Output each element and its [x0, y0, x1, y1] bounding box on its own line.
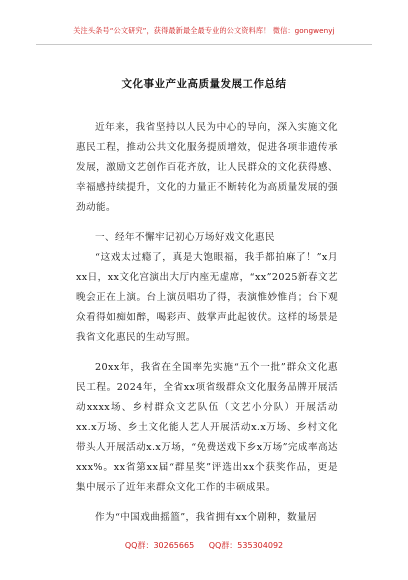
footer-contacts	[0, 540, 408, 551]
header-divider	[36, 44, 372, 45]
section-heading-1: 一、经年不懈牢记初心万场好戏文化惠民	[95, 232, 275, 243]
paragraph-4: 作为“中国戏曲摇篮”，我省拥有xx个剧种，数量居	[95, 512, 318, 523]
footer-qq-group-1: QQ群：30265665	[124, 541, 195, 550]
page-title: 文化事业产业高质量发展工作总结	[121, 78, 287, 90]
footer-qq-group-2: QQ群：535304092	[208, 541, 284, 550]
paragraph-2: “这戏太过瘾了，真是大饱眼福，我手都拍麻了！”x月xx日，xx文化宫演出大厅内座无虚席，“xx”2025新春文艺晚会正在上演。台上演员唱功了得，表演惟妙惟肖；台下观众看得如痴如醉，喝彩声、鼓掌声此起彼伏。这样的场景是我省文化惠民的生动写照。	[76, 252, 338, 343]
document-body	[76, 118, 338, 538]
paragraph-3: 20xx年，我省在全国率先实施“五个一批”群众文化惠民工程。2024年，全省xx项省级群众文化服务品牌开展活动xxxx场、乡村群众文艺队伍（文艺小分队）开展活动xx.x万场、乡土文化能人艺人开展活动x.x万场、乡村文化带头人开展活动x.x万场，“免费送戏下乡x万场”完成率高达xxx%。xx省第xx届“群星奖”评选出xx个获奖作品，更是集中展示了近年来群众文化工作的丰硕成果。	[76, 362, 338, 493]
paragraph-intro: 近年来，我省坚持以人民为中心的导向，深入实施文化惠民工程，推动公共文化服务提质增效，促进各项非遗传承发展，激励文艺创作百花齐放，让人民群众的文化获得感、幸福感持续提升，文化的力量正不断转化为高质量发展的强劲动能。	[76, 122, 338, 213]
top-banner: 关注头条号“公文研究”，获得最新最全最专业的公文资料库！ 微信：gongwenyj	[73, 26, 335, 35]
